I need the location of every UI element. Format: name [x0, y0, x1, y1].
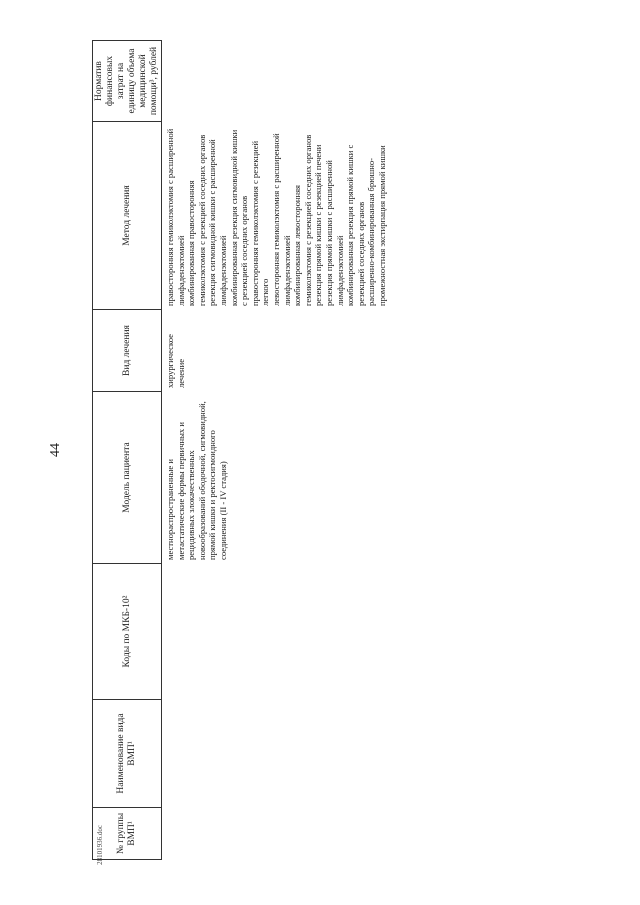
- cell-group-number: [162, 808, 390, 860]
- cell-patient-model: местнораспространенные и метастатические формы первичных и рецидивных злокачественных новообразований ободочной, сигмовидной, прямой кишки и ректосигмоидного соединения (II - IV стадия): [165, 401, 228, 560]
- method-item: резекция прямой кишки с расширенной лимфаденэктомией: [323, 160, 345, 306]
- method-item: левосторонняя гемиколэктомия с расширенной лимфаденэктомией: [270, 133, 292, 306]
- cell-financial-norm: [162, 40, 390, 122]
- table-row: [162, 40, 390, 860]
- cell-treatment-kind: хирургическое лечение: [165, 334, 186, 388]
- header-icd-codes: Коды по МКБ-10²: [93, 564, 161, 700]
- footer-doc-name: 28101936.doc: [96, 825, 104, 865]
- header-treatment-method: Метод лечения: [93, 122, 161, 310]
- method-item: правосторонняя гемиколэктомия с расширенной лимфаденэктомией: [165, 128, 186, 306]
- method-item: комбинированная левосторонняя гемиколэктомия с резекцией соседних органов: [292, 134, 313, 306]
- method-item: комбинированная резекция прямой кишки с резекцией соседних органов: [345, 144, 366, 306]
- cell-icd-codes: [162, 564, 390, 700]
- page-number: 44: [48, 443, 63, 457]
- method-item: комбинированная правосторонняя гемиколэктомия с резекцией соседних органов: [186, 134, 207, 306]
- header-financial-norm: Норматив финансовых затрат на единицу объема медицинской помощи³, рублей: [93, 40, 161, 122]
- header-group-number: № группы ВМП¹: [93, 808, 161, 860]
- rotated-table: [92, 40, 387, 860]
- method-item: расширенно-комбинированная брюшно-промежностная экстирпация прямой кишки: [366, 145, 387, 306]
- header-treatment-kind: Вид лечения: [93, 310, 161, 392]
- header-vmp-name: Наименование вида ВМП¹: [93, 700, 161, 808]
- table-header-row: [92, 40, 162, 860]
- cell-vmp-name: [162, 700, 390, 808]
- method-item: резекция прямой кишки с резекцией печени: [313, 144, 324, 306]
- header-patient-model: Модель пациента: [93, 392, 161, 564]
- method-item: правосторонняя гемиколэктомия с резекцией легкого: [249, 140, 271, 306]
- method-item: комбинированная резекция сигмовидной кишки с резекцией соседних органов: [228, 129, 250, 306]
- cell-treatment-methods: [162, 122, 390, 310]
- method-item: резекция сигмовидной кишки с расширенной лимфаденэктомией: [207, 139, 228, 306]
